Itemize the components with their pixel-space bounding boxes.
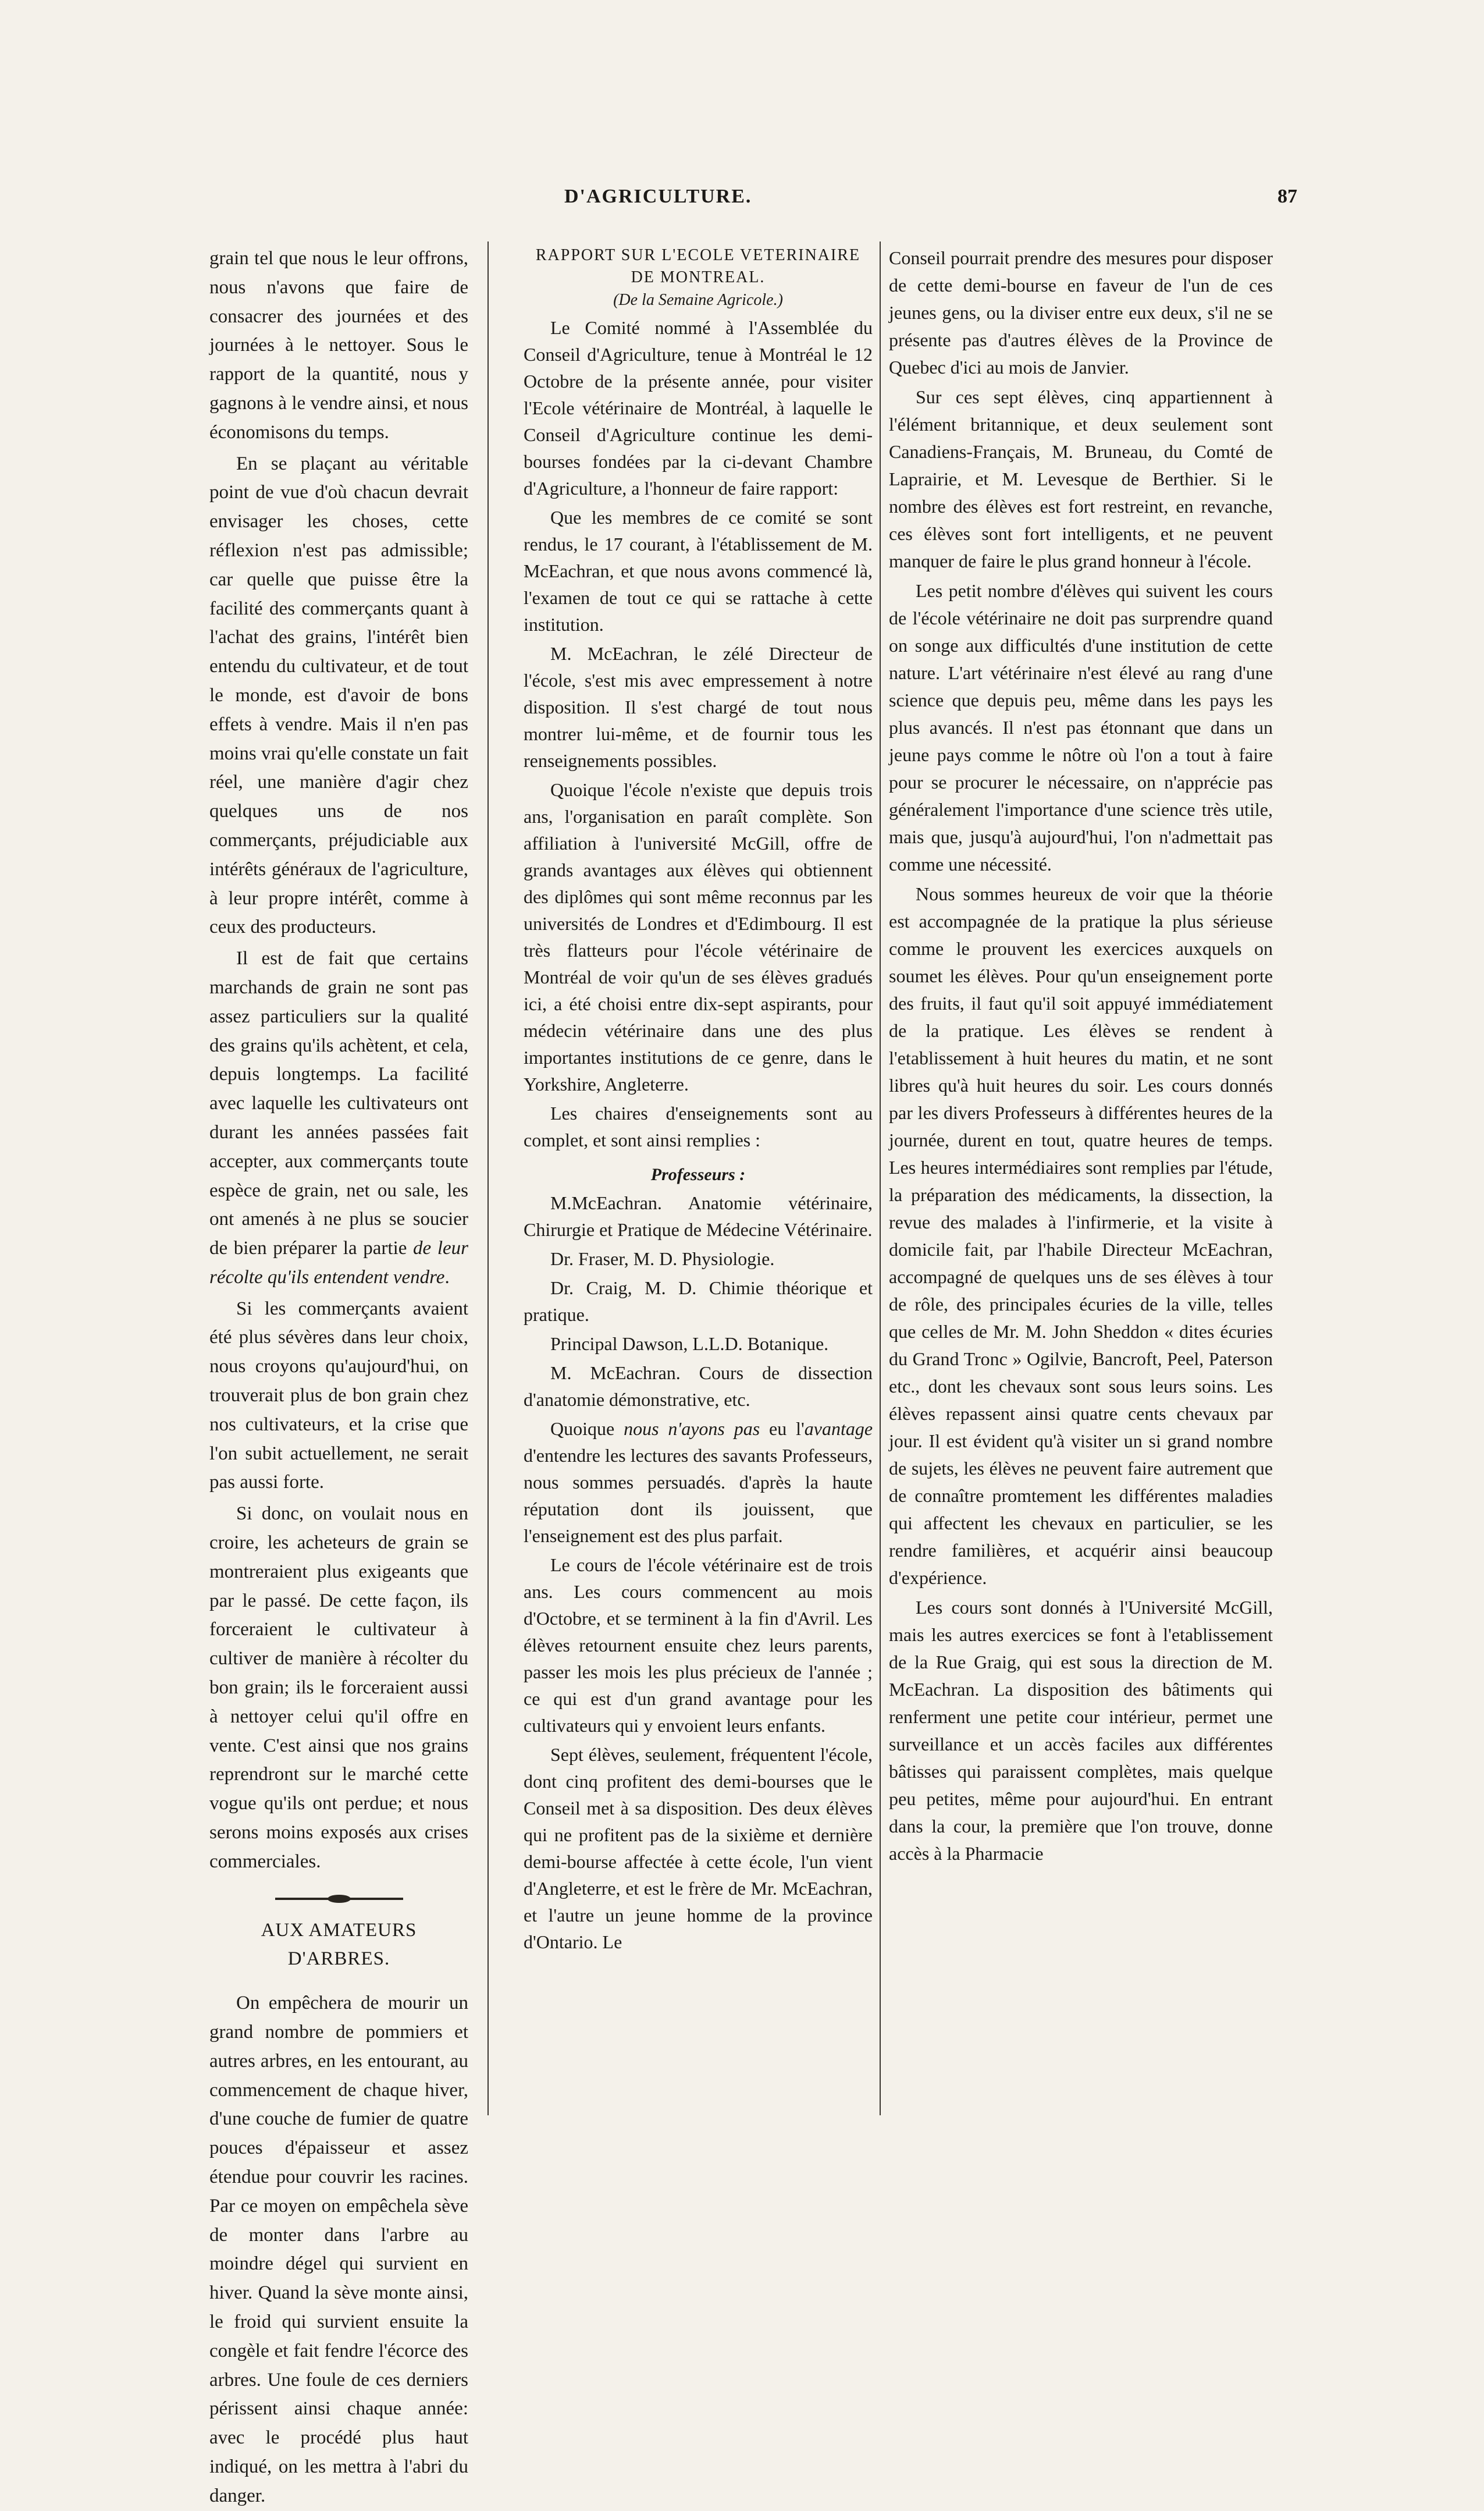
paragraph: Quoique l'école n'existe que depuis trois ans, l'organisation en paraît complète. Son affiliation à l'université McGill, offre de grands avantages aux élèves qui obtiennent des diplômes qui sont même reconnus par les universités de Londres et d'Edimbourg. Il est très flatteurs pour l'école vétérinaire de Montréal de voir qu'un de ses élèves gradués ici, a été choisi entre dix-sept aspirants, pour médecin vétérinaire dans une des plus importantes institutions de ce genre, dans le Yorkshire, Angleterre. bbox=[524, 779, 873, 1095]
italic-run: nous n'ayons pas bbox=[624, 1418, 760, 1439]
paragraph: Sur ces sept élèves, cinq appartiennent à l'élément britannique, et deux seulement sont Canadiens-Français, M. Bruneau, du Comté de Laprairie, et M. Levesque de Berthier. Si le nombre des élèves est fort restreint, en revanche, ces élèves sont fort intelligents, et ne peuvent manquer de faire le plus grand honneur à l'école. bbox=[889, 386, 1273, 571]
paragraph bbox=[524, 1415, 873, 1549]
text-run: . bbox=[444, 1266, 450, 1288]
column-divider-2 bbox=[880, 241, 881, 2115]
paragraph: Que les membres de ce comité se sont rendus, le 17 courant, à l'établissement de M. McEachran, et que nous avons commencé là, l'examen de tout ce qui se rattache à cette institution. bbox=[524, 507, 873, 635]
faculty-entry: Dr. Fraser, M. D. Physiologie. bbox=[550, 1248, 775, 1269]
text-run: d'entendre les lectures des savants Professeurs, nous sommes persuadés. d'après la haute réputation dont ils jouissent, que l'enseignement est des plus parfait. bbox=[524, 1445, 873, 1546]
paragraph: Nous sommes heureux de voir que la théorie est accompagnée de la pratique la plus sérieuse comme le prouvent les exercices auxquels on soumet les élèves. Pour qu'un enseignement porte des fruits, il faut qu'il soit appuyé immédiatement de la pratique. Les élèves se rendent à l'etablissement à huit heures du matin, et ne sont libres qu'à huit heures du soir. Les cours donnés par les divers Professeurs à différentes heures de la journée, durent en tout, quatre heures de temps. Les heures intermédiaires sont remplies par l'étude, la préparation des médicaments, la dissection, la revue des malades à l'infirmerie, et la visite à domicile fait, par l'habile Directeur McEachran, accompagné de quelques uns de ses élèves à tour de rôle, des principales écuries de la ville, telles que celles de Mr. M. John Sheddon « dites écuries du Grand Tronc » Ogilvie, Bancroft, Peel, Paterson etc., dont les chevaux sont sous leurs soins. Les élèves repassent ainsi quatre cents chevaux par jour. Il est évident qu'à visiter un si grand nombre de sujets, les élèves ne peuvent faire autrement que de connaître promtement les différentes maladies qui affectent les chevaux en particulier, se les rendre familières, et acquérir ainsi beaucoup d'expérience. bbox=[889, 883, 1273, 1588]
paragraph: grain tel que nous le leur offrons, nous n'avons que faire de consacrer des journées et des journées à le nettoyer. Sous le rapport de la quantité, nous y gagnons à le vendre ainsi, et nous économisons du temps. bbox=[209, 248, 468, 443]
italic-run: avantage bbox=[804, 1418, 873, 1439]
faculty-entry: M. McEachran. Cours de dissection d'anatomie démonstrative, etc. bbox=[524, 1362, 873, 1410]
column-left bbox=[209, 244, 468, 2506]
page-header bbox=[209, 183, 1297, 218]
column-right bbox=[889, 244, 1273, 2136]
paragraph: Le Comité nommé à l'Assemblée du Conseil d'Agriculture, tenue à Montréal le 12 Octobre de la présente année, pour visiter l'Ecole vétérinaire de Montréal, à laquelle le Conseil d'Agriculture continue les demi-bourses fondées par la ci-devant Chambre d'Agriculture, a l'honneur de faire rapport: bbox=[524, 317, 873, 499]
paragraph: En se plaçant au véritable point de vue d'où chacun devrait envisager les choses, cette réflexion n'est pas admissible; car quelle que puisse être la facilité des commerçants quant à l'achat des grains, l'intérêt bien entendu du cultivateur, et de tout le monde, est d'avoir de bons effets à vendre. Mais il n'en pas moins vrai qu'elle constate un fait réel, une manière d'agir chez quelques uns de nos commerçants, préjudiciable aux intérêts généraux de l'agriculture, à leur propre intérêt, comme à ceux des producteurs. bbox=[209, 453, 468, 938]
paragraph: Les cours sont donnés à l'Université McGill, mais les autres exercices se font à l'etablissement de la Rue Graig, qui est sous la direction de M. McEachran. La disposition des bâtiments qui renferment une petite cour intérieur, permet une surveillance et un accès faciles aux différentes bâtisses qui paraissent complètes, mais quelque peu petites, même pour aujourd'hui. En entrant dans la cour, la première que l'on trouve, donne accès à la Pharmacie bbox=[889, 1597, 1273, 1864]
paragraph: M. McEachran, le zélé Directeur de l'école, s'est mis avec empressement à notre disposition. Il s'est chargé de tout nous montrer lui-même, et de fournir tous les renseignements possibles. bbox=[524, 643, 873, 771]
paragraph: Le cours de l'école vétérinaire est de trois ans. Les cours commencent au mois d'Octobre, et se terminent à la fin d'Avril. Les élèves retournent ensuite chez leurs parents, passer les mois les plus précieux de l'année ; ce qui est d'un grand avantage pour les cultivateurs qui y envoient leurs enfants. bbox=[524, 1554, 873, 1736]
paragraph: Les chaires d'enseignements sont au complet, et sont ainsi remplies : bbox=[524, 1103, 873, 1150]
faculty-heading: Professeurs : bbox=[650, 1165, 746, 1184]
faculty-entry: M.McEachran. Anatomie vétérinaire, Chirurgie et Pratique de Médecine Vétérinaire. bbox=[524, 1192, 873, 1240]
running-title: D'AGRICULTURE. bbox=[564, 186, 752, 207]
paragraph: Si les commerçants avaient été plus sévères dans leur choix, nous croyons qu'aujourd'hui, on trouverait plus de bon grain chez nos cultivateurs, et la crise que l'on subit actuellement, ne serait pas aussi forte. bbox=[209, 1298, 468, 1493]
report-title-line-2: DE MONTREAL. bbox=[631, 268, 766, 286]
section-ornament-rule bbox=[275, 1898, 403, 1900]
italic-run: de leur récolte qu'ils entendent vendre bbox=[209, 1238, 468, 1288]
report-source: (De la Semaine Agricole.) bbox=[613, 291, 783, 309]
column-middle bbox=[524, 244, 873, 2136]
text-run: eu l' bbox=[760, 1418, 805, 1439]
paragraph: Si donc, on voulait nous en croire, les acheteurs de grain se montreraient plus exigeants que par le passé. De cette façon, ils forceraient le cultivateur à cultiver de manière à récolter du bon grain; ils le forceraient aussi à nettoyer celui qu'il offre en vente. C'est ainsi que nos grains reprendront sur le marché cette vogue qu'ils ont perdue; et nous serons moins exposés aux crises commerciales. bbox=[209, 1503, 468, 1872]
faculty-entry: Dr. Craig, M. D. Chimie théorique et pratique. bbox=[524, 1277, 873, 1325]
text-run: Il est de fait que certains marchands de grain ne sont pas assez particuliers sur la qualité des grains qu'ils achètent, et cela, depuis longtemps. La facilité avec laquelle les cultivateurs ont durant les années passées fait accepter, aux commerçants toute espèce de grain, net ou sale, les ont amenés à ne plus se soucier de bien préparer la partie bbox=[209, 948, 468, 1259]
page-number: 87 bbox=[1277, 186, 1297, 207]
report-title-line-1: RAPPORT SUR L'ECOLE VETERINAIRE bbox=[535, 246, 861, 264]
faculty-entry: Principal Dawson, L.L.D. Botanique. bbox=[550, 1333, 829, 1354]
section-title: AUX AMATEURS D'ARBRES. bbox=[261, 1919, 417, 1970]
paragraph: Les petit nombre d'élèves qui suivent les cours de l'école vétérinaire ne doit pas surprendre quand on songe aux difficultés d'une institution de cette nature. L'art vétérinaire n'est élevé au rang d'une science que depuis peu, même dans les pays les plus avancés. Il n'est pas étonnant que dans un jeune pays comme le nôtre où l'on a tout à faire pour se procurer le nécessaire, on n'apprécie pas généralement l'importance d'une science très utile, mais que, jusqu'à aujourd'hui, l'on n'admettait pas comme une nécessité. bbox=[889, 580, 1273, 875]
paragraph bbox=[209, 944, 468, 1292]
paragraph: Sept élèves, seulement, fréquentent l'école, dont cinq profitent des demi-bourses que le Conseil met à sa disposition. Des deux élèves qui ne profitent pas de la sixième et dernière demi-bourse affectée à cette école, l'un vient d'Angleterre, et est le frère de Mr. McEachran, et l'autre un jeune homme de la province d'Ontario. Le bbox=[524, 1744, 873, 1952]
text-run: Quoique bbox=[550, 1418, 624, 1439]
paragraph: Conseil pourrait prendre des mesures pour disposer de cette demi-bourse en faveur de l'un de ces jeunes gens, ou la diviser entre eux deux, s'il ne se présente pas d'autres élèves de la Province de Quebec d'ici au mois de Janvier. bbox=[889, 247, 1273, 378]
paragraph: On empêchera de mourir un grand nombre de pommiers et autres arbres, en les entourant, au commencement de chaque hiver, d'une couche de fumier de quatre pouces d'épaisseur et assez étendue pour couvrir les racines. Par ce moyen on empêchela sève de monter dans l'arbre au moindre dégel qui survient en hiver. Quand la sève monte ainsi, le froid qui survient ensuite la congèle et fait fendre l'écorce des arbres. Une foule de ces derniers périssent ainsi chaque année: avec le procédé plus haut indiqué, on les mettra à l'abri du danger. bbox=[209, 1993, 468, 2506]
column-divider-1 bbox=[487, 241, 489, 2115]
